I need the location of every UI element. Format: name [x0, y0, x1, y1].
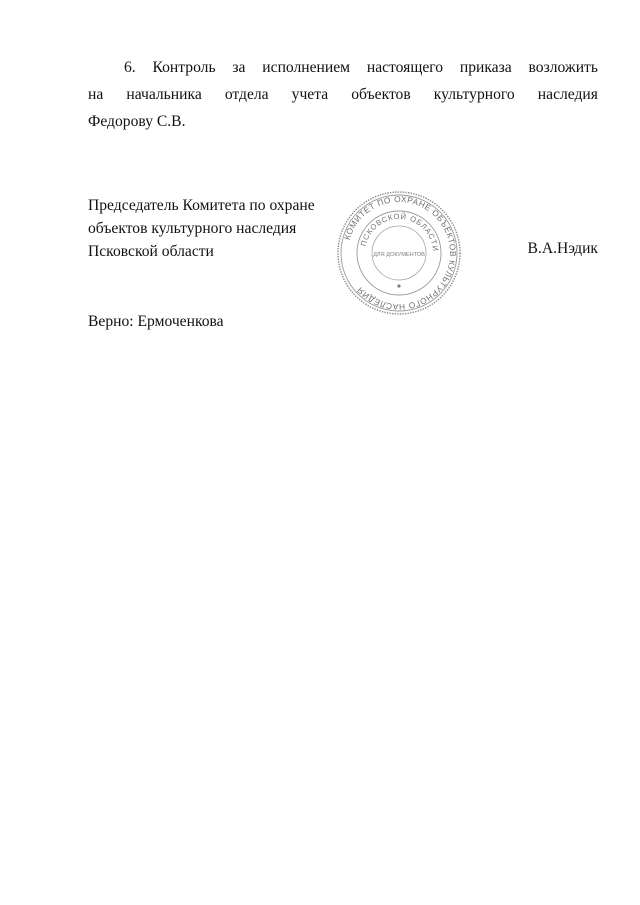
- seal-center-text: ДЛЯ ДОКУМЕНТОВ: [373, 252, 425, 258]
- seal-ring-text: ПСКОВСКОЙ ОБЛАСТИ: [358, 211, 441, 253]
- seal-outer-text: КОМИТЕТ ПО ОХРАНЕ ОБЪЕКТОВ КУЛЬТУРНОГО НАСЛЕДИЯ: [341, 193, 459, 313]
- word: наследия: [537, 86, 598, 103]
- svg-text:ПСКОВСКОЙ ОБЛАСТИ: [359, 212, 440, 252]
- word: 6.: [124, 59, 136, 76]
- word: за: [232, 59, 246, 76]
- word: настоящего: [366, 59, 444, 76]
- word: возложить: [528, 59, 598, 76]
- seal-graphic: [334, 189, 464, 317]
- paragraph-line-3: Федорову С.В.: [88, 113, 186, 130]
- word: исполнением: [262, 59, 351, 76]
- verified-by: Верно: Ермоченкова: [88, 313, 224, 330]
- official-seal: [334, 189, 464, 317]
- order-paragraph-6: [88, 54, 598, 135]
- signer-position-line: Псковской области: [88, 243, 214, 260]
- signer-position: [88, 194, 315, 263]
- paragraph-line-2: [88, 81, 598, 108]
- word: объектов: [351, 86, 411, 103]
- signer-position-line: объектов культурного наследия: [88, 220, 297, 237]
- word: учета: [291, 86, 329, 103]
- paragraph-line-1: [88, 54, 598, 81]
- signer-position-line: Председатель Комитета по охране: [88, 197, 315, 214]
- word: начальника: [126, 86, 202, 103]
- word: приказа: [459, 59, 512, 76]
- word: Контроль: [152, 59, 216, 76]
- signer-name: В.А.Нэдик: [527, 240, 598, 257]
- word: культурного: [433, 86, 515, 103]
- word: отдела: [224, 86, 269, 103]
- word: на: [88, 86, 104, 103]
